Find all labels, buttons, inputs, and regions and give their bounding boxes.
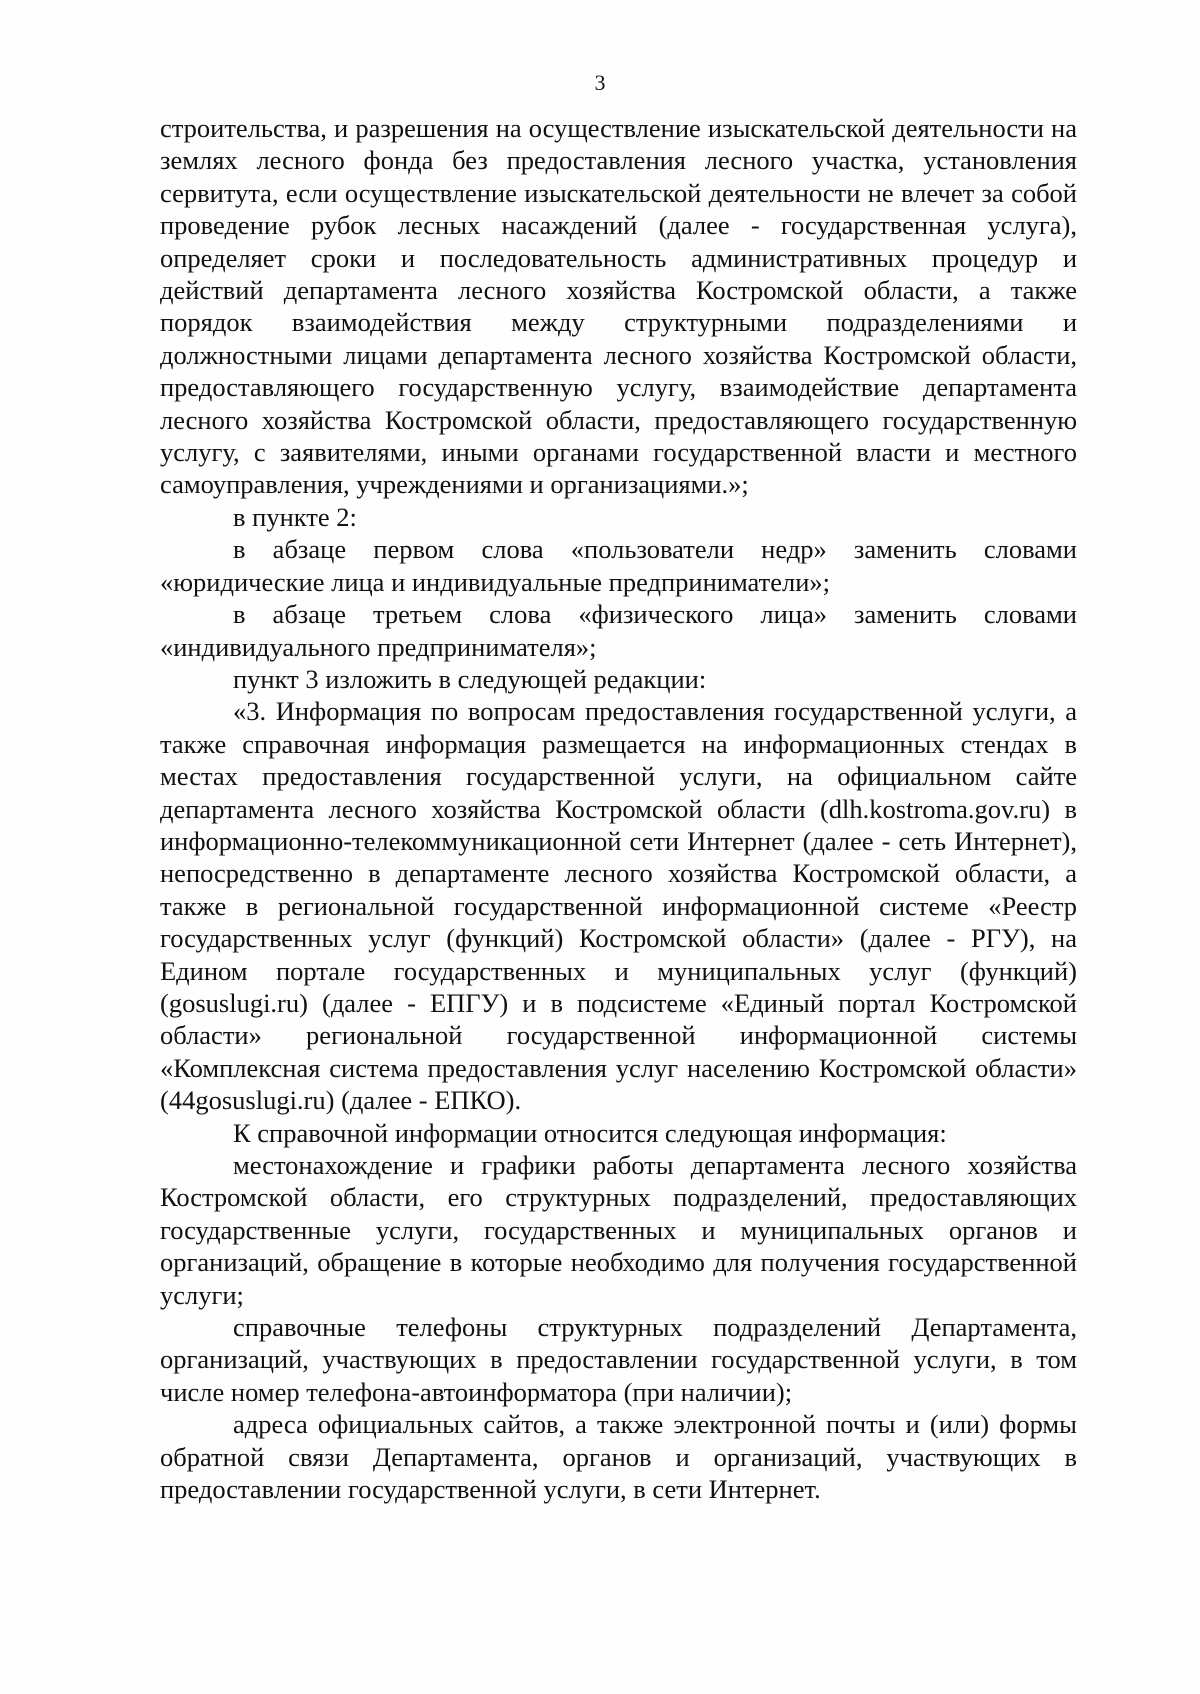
paragraph-1: строительства, и разрешения на осуществление изыскательской деятельности на землях лесного фонда без предоставления лесного участка, установления сервитута, если осуществление изыскательской деятельности не влечет за собой проведение рубок лесных насаждений (далее - государственная услуга), определяет сроки и последовательность административных процедур и действий департамента лесного хозяйства Костромской области, а также порядок взаимодействия между структурными подразделениями и должностными лицами департамента лесного хозяйства Костромской области, предоставляющего государственную услугу, взаимодействие департамента лесного хозяйства Костромской области, предоставляющего государственную услугу, с заявителями, иными органами государственной власти и местного самоуправления, учреждениями и организациями.»;: [160, 113, 1077, 500]
paragraph-9: справочные телефоны структурных подразделений Департамента, организаций, участвующих в предоставлении государственной услуги, в том числе номер телефона-автоинформатора (при наличии);: [160, 1312, 1077, 1407]
paragraph-5: пункт 3 изложить в следующей редакции:: [233, 663, 707, 694]
paragraph-4: в абзаце третьем слова «физического лица» заменить словами «индивидуального предпринимателя»;: [160, 599, 1077, 662]
paragraph-10: адреса официальных сайтов, а также электронной почты и (или) формы обратной связи Департамента, органов и организаций, участвующих в предоставлении государственной услуги, в сети Интернет.: [160, 1409, 1077, 1505]
document-body: [160, 112, 1077, 1505]
paragraph-7: К справочной информации относится следующая информация:: [233, 1117, 947, 1148]
paragraph-8: местонахождение и графики работы департамента лесного хозяйства Костромской области, его структурных подразделений, предоставляющих государственные услуги, государственных и муниципальных органов и организаций, обращение в которые необходимо для получения государственной услуги;: [160, 1150, 1077, 1310]
paragraph-6: «3. Информация по вопросам предоставления государственной услуги, а также справочная информация размещается на информационных стендах в местах предоставления государственной услуги, на официальном сайте департамента лесного хозяйства Костромской области (dlh.kostroma.gov.ru) в информационно-телекоммуникационной сети Интернет (далее - сеть Интернет), непосредственно в департаменте лесного хозяйства Костромской области, а также в региональной государственной информационной системе «Реестр государственных услуг (функций) Костромской области» (далее - РГУ), на Едином портале государственных и муниципальных услуг (функций) (gosuslugi.ru) (далее - ЕПГУ) и в подсистеме «Единый портал Костромской области» региональной государственной информационной системы «Комплексная система предоставления услуг населению Костромской области» (44gosuslugi.ru) (далее - ЕПКО).: [160, 696, 1077, 1116]
page-number: 3: [594, 70, 606, 95]
paragraph-2: в пункте 2:: [233, 501, 357, 532]
paragraph-3: в абзаце первом слова «пользователи недр» заменить словами «юридические лица и индивидуальные предприниматели»;: [160, 534, 1077, 597]
